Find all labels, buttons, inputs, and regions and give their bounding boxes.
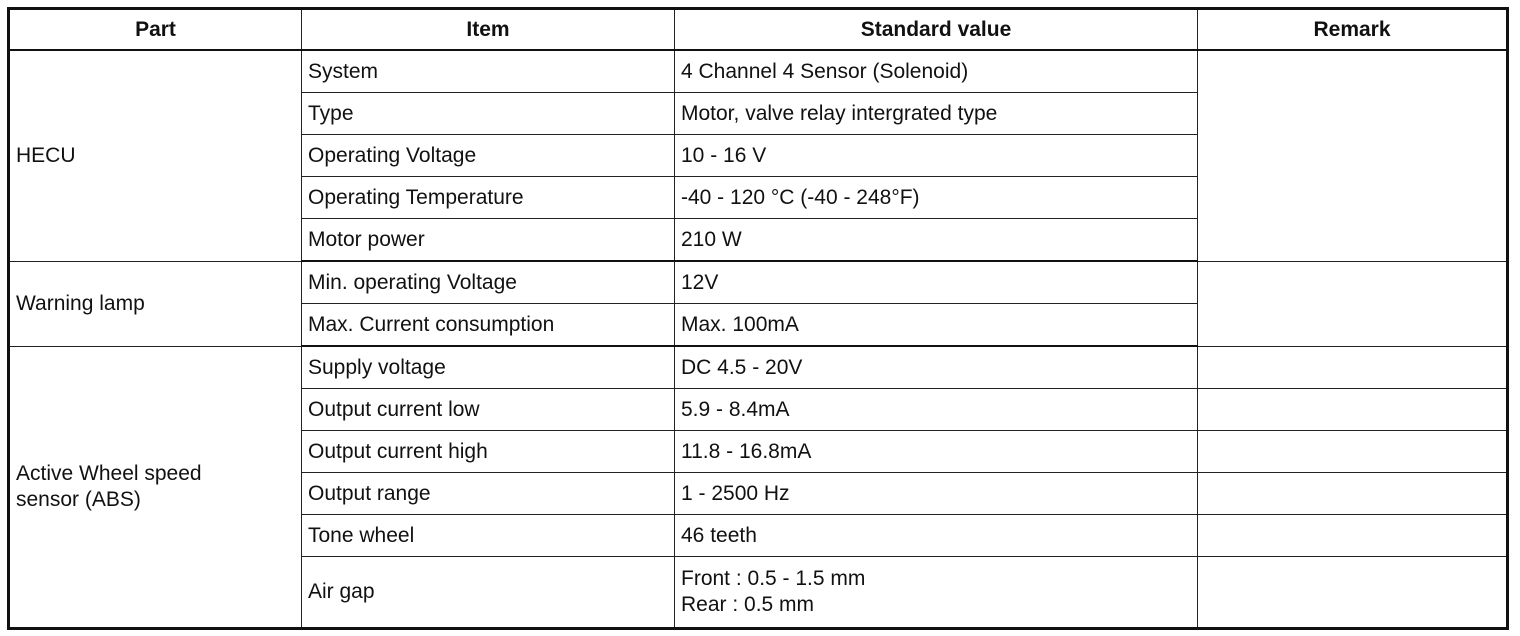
value-cell: Motor, valve relay intergrated type [675,93,1198,135]
item-cell: Max. Current consumption [302,304,675,347]
item-cell: Type [302,93,675,135]
item-cell: Output current low [302,389,675,431]
table-row [9,261,1508,304]
value-cell: 5.9 - 8.4mA [675,389,1198,431]
item-cell: Motor power [302,219,675,262]
item-cell: Operating Temperature [302,177,675,219]
value-cell: 10 - 16 V [675,135,1198,177]
remark-cell [1198,50,1508,261]
part-cell-wheel-speed-sensor [9,346,302,629]
remark-cell [1198,557,1508,629]
header-part: Part [9,9,302,51]
part-label-line2: sensor (ABS) [16,487,141,511]
remark-cell [1198,389,1508,431]
specification-table [7,7,1509,630]
item-cell: Supply voltage [302,346,675,389]
remark-cell [1198,473,1508,515]
value-cell: 4 Channel 4 Sensor (Solenoid) [675,50,1198,93]
part-label-line1: Active Wheel speed [16,461,202,485]
value-cell: Max. 100mA [675,304,1198,347]
remark-cell [1198,431,1508,473]
header-standard-value: Standard value [675,9,1198,51]
value-cell: 12V [675,261,1198,304]
header-row [9,9,1508,51]
item-cell: Output current high [302,431,675,473]
remark-cell [1198,515,1508,557]
header-remark: Remark [1198,9,1508,51]
value-cell: 11.8 - 16.8mA [675,431,1198,473]
remark-cell [1198,261,1508,346]
value-line-front: Front : 0.5 - 1.5 mm [681,567,866,590]
item-cell: Output range [302,473,675,515]
item-cell: Min. operating Voltage [302,261,675,304]
item-cell: Tone wheel [302,515,675,557]
table-row [9,50,1508,93]
value-cell: 1 - 2500 Hz [675,473,1198,515]
value-line-rear: Rear : 0.5 mm [681,593,815,616]
value-cell: 46 teeth [675,515,1198,557]
remark-cell [1198,346,1508,389]
part-cell-hecu: HECU [9,50,302,261]
value-cell-air-gap [675,557,1198,629]
item-cell: Air gap [302,557,675,629]
part-cell-warning-lamp: Warning lamp [9,261,302,346]
value-cell: -40 - 120 °C (-40 - 248°F) [675,177,1198,219]
item-cell: System [302,50,675,93]
item-cell: Operating Voltage [302,135,675,177]
value-cell: 210 W [675,219,1198,262]
header-item: Item [302,9,675,51]
table-row [9,346,1508,389]
value-cell: DC 4.5 - 20V [675,346,1198,389]
